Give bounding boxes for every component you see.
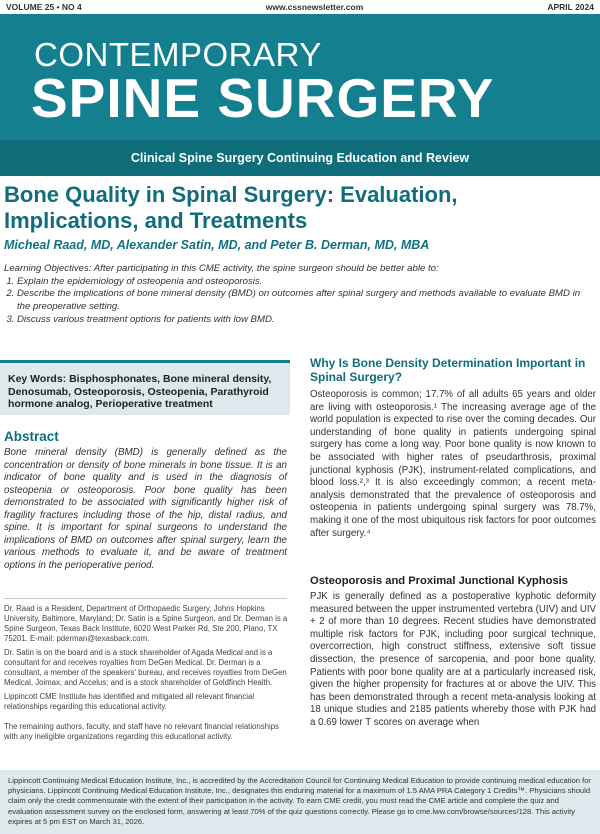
masthead-subtitle: Clinical Spine Surgery Continuing Education and Review (0, 140, 600, 176)
volume-label: VOLUME 25 • NO 4 (6, 2, 82, 12)
footnote-remaining-authors: The remaining authors, faculty, and staff have no relevant financial relationships with any ineligible organizations regarding this educational activity. (4, 722, 279, 741)
article-authors: Micheal Raad, MD, Alexander Satin, MD, and Peter B. Derman, MD, MBA (4, 238, 430, 252)
keywords-box (0, 360, 290, 415)
footnote-affiliations: Dr. Raad is a Resident, Department of Orthopaedic Surgery, Johns Hopkins University, Baltimore, Maryland; Dr. Satin is a Spine Surgeon, and Dr. Derman is a Spine Surgeon, Texas Back Institute, 6020 West Parker Rd, Ste 200, Plano, TX 75201. E-mail: pderman@texasback.com. (4, 604, 288, 643)
website-link[interactable]: www.cssnewsletter.com (265, 2, 364, 12)
objectives-intro: Learning Objectives: After participating in this CME activity, the spine surgeon should be better able to: (4, 263, 439, 274)
footnote-disclosures: Dr. Satin is on the board and is a stock shareholder of Agada Medical and is a consultant for and receives royalties from DeGen Medical. Dr. Derman is a consultant, a member of the speakers' bureau, and receives royalties from DeGen Medical, Joimax, and Accelus; and is a stock shareholder of Goldfinch Health. (4, 648, 287, 687)
divider (4, 598, 287, 599)
section-body-pjk: PJK is generally defined as a postoperative kyphotic deformity measured between the upper instrumented vertebra (UIV) and UIV + 2 of more than 10 degrees. Recent studies have demonstrated multiple risk factors for PJK, including poor surgical technique, overcorrection, high construct stiffness, extensive soft tissue dissection, the presence of sarcopenia, and poor bone quality. Patients with poor bone quality are at a particularly increased risk, given the higher propensity for fractures at or above the UIV. This has been demonstrated through a recent meta-analysis looking at 18 unique studies and 2185 patients whereby those with PJK had a 0.69 lower T scores on average when (310, 591, 596, 728)
masthead-line2: SPINE SURGERY (31, 67, 495, 129)
section-heading-pjk: Osteoporosis and Proximal Junctional Kyphosis (310, 575, 568, 587)
top-bar (0, 0, 600, 14)
issue-date: APRIL 2024 (547, 2, 594, 12)
keywords-label: Key Words: (8, 373, 67, 385)
article-title: Bone Quality in Spinal Surgery: Evaluation, Implications, and Treatments (4, 182, 458, 233)
abstract-heading: Abstract (4, 429, 59, 444)
cme-accreditation-footer: Lippincott Continuing Medical Education Institute, Inc., is accredited by the Accreditation Council for Continuing Medical Education to provide continuing medical education for physicians. Lippincott Continuing Medical Education Institute, Inc., designates this enduring material for a maximum of 1.5 AMA PRA Category 1 Credits™. Physicians should claim only the credit commensurate with the extent of their participation in the activity. To earn CME credit, you must read the CME article and complete the quiz and evaluation assessment survey on the enclosed form, answering at least 70% of the quiz questions correctly. Please go to cme.lww.com/browse/sources/128. This activity expires at 5 pm EST on March 31, 2026. (0, 770, 600, 834)
section-heading-bone-density: Why Is Bone Density Determination Important in Spinal Surgery? (310, 356, 586, 384)
objective-item: 2. Describe the implications of bone mineral density (BMD) on outcomes after spinal surgery and methods available to evaluate BMD in the preoperative setting. (17, 288, 596, 313)
objective-item: 3. Discuss various treatment options for patients with low BMD. (17, 314, 596, 327)
objectives-list (4, 276, 596, 327)
abstract-body: Bone mineral density (BMD) is generally defined as the concentration or density of bone minerals in bone tissue. It is an indicator of bone quality and is used in the diagnosis of osteopenia or osteoporosis. Poor bone quality has been demonstrated to be associated with significantly higher risk of fragility fractures including those of the hip, distal radius, and spine. It is important for spinal surgeons to understand the implications of BMD on outcomes after spinal surgery, learn the various methods to evaluate it, and be aware of treatment options in the perioperative period. (4, 447, 287, 571)
section-body-bone-density: Osteoporosis is common; 17.7% of all adults 65 years and older are living with osteoporosis.¹ The increasing average age of the world population is expected to rise over the coming decades. Our understanding of bone quality in patients undergoing spinal surgery has come a long way. Poor bone quality is now known to be associated with higher rates of pseudarthrosis, proximal junctional kyphosis (PJK), instrument-related complications, and blood loss.²,³ It is also exceedingly common; a recent meta-analysis demonstrated that the prevalence of osteoporosis and osteopenia in patients undergoing spinal surgery was 78.7%, making it one of the most ubiquitous risk factors for poor outcomes after surgery.⁴ (310, 389, 596, 539)
keywords-text: Bisphosphonates, Bone mineral density, Denosumab, Osteoporosis, Osteopenia, Parathyroid hormone analog, Perioperative treatment (8, 373, 272, 410)
masthead (0, 14, 600, 140)
footnote-cme-institute: Lippincott CME Institute has identified and mitigated all relevant financial relationships regarding this educational activity. (4, 692, 255, 711)
objective-item: 1. Explain the epidemiology of osteopenia and osteoporosis. (17, 276, 596, 289)
masthead-line1: CONTEMPORARY (34, 36, 322, 73)
learning-objectives (4, 263, 596, 327)
